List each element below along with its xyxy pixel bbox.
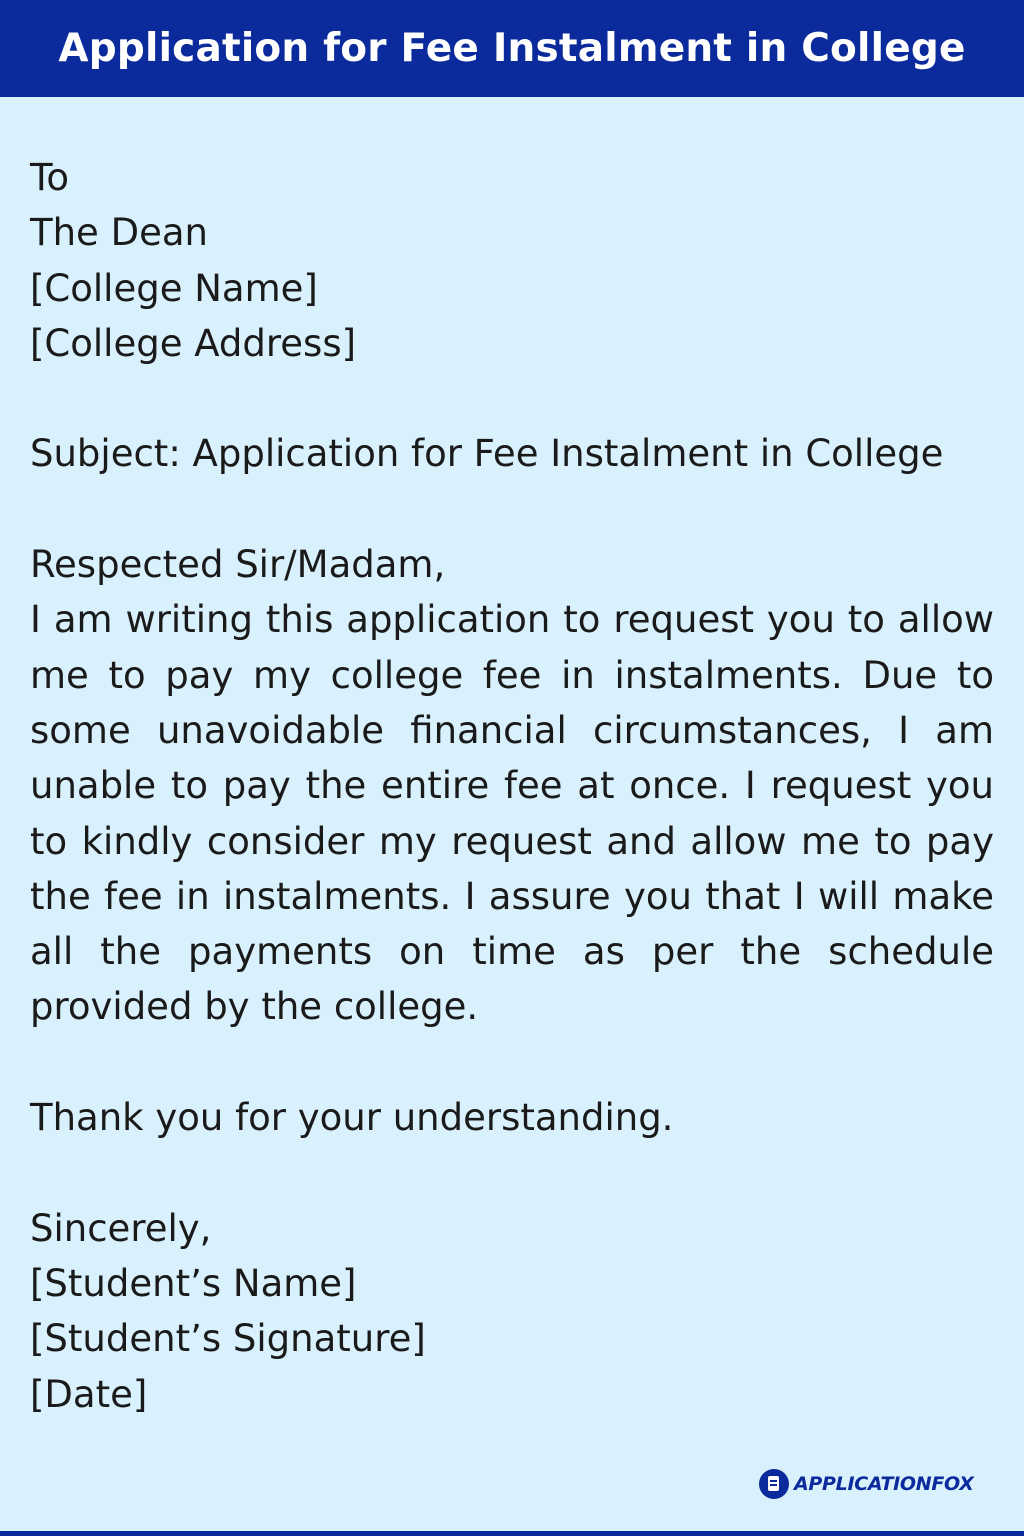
brand-name: APPLICATIONFOX: [794, 1473, 974, 1495]
document-icon: [759, 1469, 789, 1499]
footer-rule: [0, 1531, 1024, 1536]
date: [Date]: [30, 1372, 148, 1416]
spacer: [30, 1145, 994, 1200]
recipient-title: The Dean: [30, 211, 208, 255]
spacer: [30, 1035, 994, 1090]
spacer: [30, 482, 994, 537]
recipient-college-name: [College Name]: [30, 266, 318, 310]
recipient-block: [30, 150, 994, 371]
subject-line: Subject: Application for Fee Instalment in College: [30, 432, 944, 476]
student-name: [Student’s Name]: [30, 1261, 357, 1305]
title-bar: [0, 0, 1024, 97]
signature-block: [30, 1201, 994, 1422]
page-title: Application for Fee Instalment in College: [58, 26, 966, 71]
recipient-to: To: [30, 156, 69, 199]
spacer: [30, 371, 994, 426]
letter-body: I am writing this application to request you to allow me to pay my college fee in instalments. Due to some unavoidable financial circumstances, I am unable to pay the entire fee at once. I request you to kindly consider my request and allow me to pay the fee in instalments. I assure you that I will make all the payments on time as per the schedule provided by the college.: [30, 598, 994, 1029]
closing: Sincerely,: [30, 1206, 212, 1250]
brand-logo: [759, 1469, 974, 1499]
salutation: Respected Sir/Madam,: [30, 543, 446, 587]
thanks-line: Thank you for your understanding.: [30, 1096, 674, 1140]
recipient-college-address: [College Address]: [30, 321, 357, 365]
student-signature: [Student’s Signature]: [30, 1317, 426, 1361]
letter-document: [30, 150, 994, 1422]
